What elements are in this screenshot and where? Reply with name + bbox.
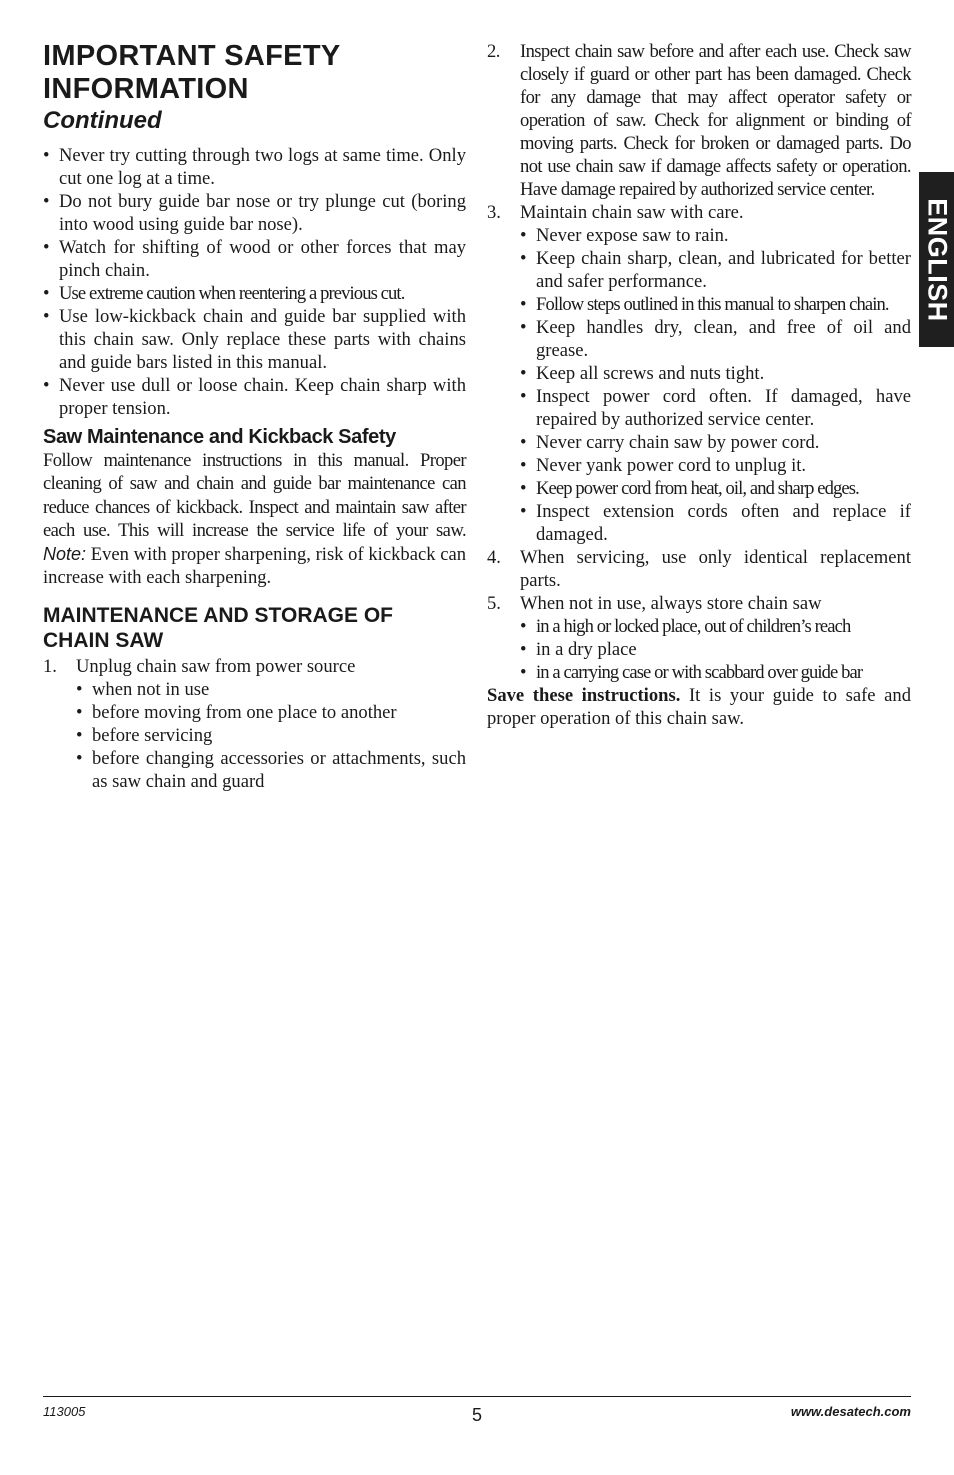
safety-bullet: • Use extreme caution when reentering a previous cut. [43, 282, 466, 305]
sub-bullet: • Keep handles dry, clean, and free of oil and grease. [520, 316, 911, 362]
page-title [43, 40, 466, 106]
sub-bullet: • in a dry place [520, 638, 911, 661]
website-url: www.desatech.com [790, 1404, 911, 1419]
sub-bullet: • Keep chain sharp, clean, and lubricated for better and safer performance. [520, 247, 911, 293]
sub-bullet: • before changing accessories or attachments, such as saw chain and guard [76, 747, 466, 793]
page-subtitle: Continued [43, 107, 162, 134]
page-number: 5 [472, 1405, 483, 1425]
sub-bullet: • Never expose saw to rain. [520, 224, 911, 247]
kickback-section-body [43, 449, 466, 589]
right-column [487, 40, 911, 731]
safety-bullet: • Use low-kickback chain and guide bar supplied with this chain saw. Only replace these parts with chains and guide bars listed in this manual. [43, 305, 466, 374]
sub-bullet: • in a carrying case or with scabbard over guide bar [520, 661, 911, 684]
safety-bullet: • Do not bury guide bar nose or try plunge cut (boring into wood using guide bar nose). [43, 190, 466, 236]
maintenance-item-2 [487, 40, 911, 201]
item-3-sublist [520, 224, 911, 546]
safety-bullet: • Never use dull or loose chain. Keep chain sharp with proper tension. [43, 374, 466, 420]
maintenance-item-4 [487, 546, 911, 592]
document-number: 113005 [43, 1404, 86, 1419]
language-tab-label: ENGLISH [922, 197, 952, 322]
language-tab [919, 172, 954, 347]
maintenance-item-1 [43, 655, 466, 793]
safety-bullet: • Never try cutting through two logs at same time. Only cut one log at a time. [43, 144, 466, 190]
item-text: Inspect chain saw before and after each use. Check saw closely if guard or other part has been damaged. Check for any damage that may affect operator safety or operation of saw. Check for alignment or binding of moving parts. Check for broken or damaged parts. Do not use chain saw if damage affects safety or operation. Have damage repaired by authorized service center. [520, 41, 911, 200]
item-text: Unplug chain saw from power source [76, 656, 356, 678]
sub-bullet: • Inspect power cord often. If damaged, have repaired by authorized service center. [520, 385, 911, 431]
page-title-line2: INFORMATION [43, 73, 249, 105]
save-instructions [487, 684, 911, 731]
maintenance-title-line2: CHAIN SAW [43, 629, 164, 653]
item-number: 3. [487, 202, 501, 223]
sub-bullet: • Follow steps outlined in this manual to sharpen chain. [520, 293, 911, 316]
maintenance-list-part1 [43, 655, 466, 793]
item-number: 4. [487, 547, 501, 568]
item-text: When servicing, use only identical replacement parts. [520, 547, 911, 591]
maintenance-title-line1: MAINTENANCE AND STORAGE OF [43, 604, 394, 628]
safety-bullet-list [43, 144, 466, 420]
note-label: Note: [43, 543, 87, 564]
kickback-body-text: Follow maintenance instructions in this manual. Proper cleaning of saw and chain and guide bar maintenance can reduce chances of kickback. Inspect and maintain saw after each use. This will increase the service life of your saw. [43, 450, 466, 542]
maintenance-item-5 [487, 592, 911, 684]
maintenance-item-3 [487, 201, 911, 546]
save-instructions-text: It is your guide to safe and proper operation of this chain saw. [487, 685, 911, 730]
left-column [43, 40, 466, 793]
sub-bullet: • Inspect extension cords often and replace if damaged. [520, 500, 911, 546]
item-text: When not in use, always store chain saw [520, 593, 822, 614]
page-title-line1: IMPORTANT SAFETY [43, 40, 341, 72]
sub-bullet: • Never yank power cord to unplug it. [520, 454, 911, 477]
sub-bullet: • Keep all screws and nuts tight. [520, 362, 911, 385]
item-number: 5. [487, 593, 501, 614]
maintenance-list-part2 [487, 40, 911, 684]
save-instructions-bold: Save these instructions. [487, 685, 681, 706]
maintenance-section-title [43, 603, 466, 653]
item-number: 1. [43, 656, 57, 678]
kickback-section-title: Saw Maintenance and Kickback Safety [43, 426, 396, 448]
sub-bullet: • when not in use [76, 678, 466, 701]
sub-bullet: • Never carry chain saw by power cord. [520, 431, 911, 454]
note-text: Even with proper sharpening, risk of kickback can increase with each sharpening. [43, 543, 466, 589]
sub-bullet: • in a high or locked place, out of children’s reach [520, 615, 911, 638]
item-number: 2. [487, 41, 500, 62]
footer-divider [43, 1396, 911, 1397]
sub-bullet: • before servicing [76, 724, 466, 747]
item-text: Maintain chain saw with care. [520, 202, 744, 223]
sub-bullet: • Keep power cord from heat, oil, and sharp edges. [520, 477, 911, 500]
safety-bullet: • Watch for shifting of wood or other forces that may pinch chain. [43, 236, 466, 282]
item-1-sublist [76, 678, 466, 793]
item-5-sublist [520, 615, 911, 684]
sub-bullet: • before moving from one place to another [76, 701, 466, 724]
